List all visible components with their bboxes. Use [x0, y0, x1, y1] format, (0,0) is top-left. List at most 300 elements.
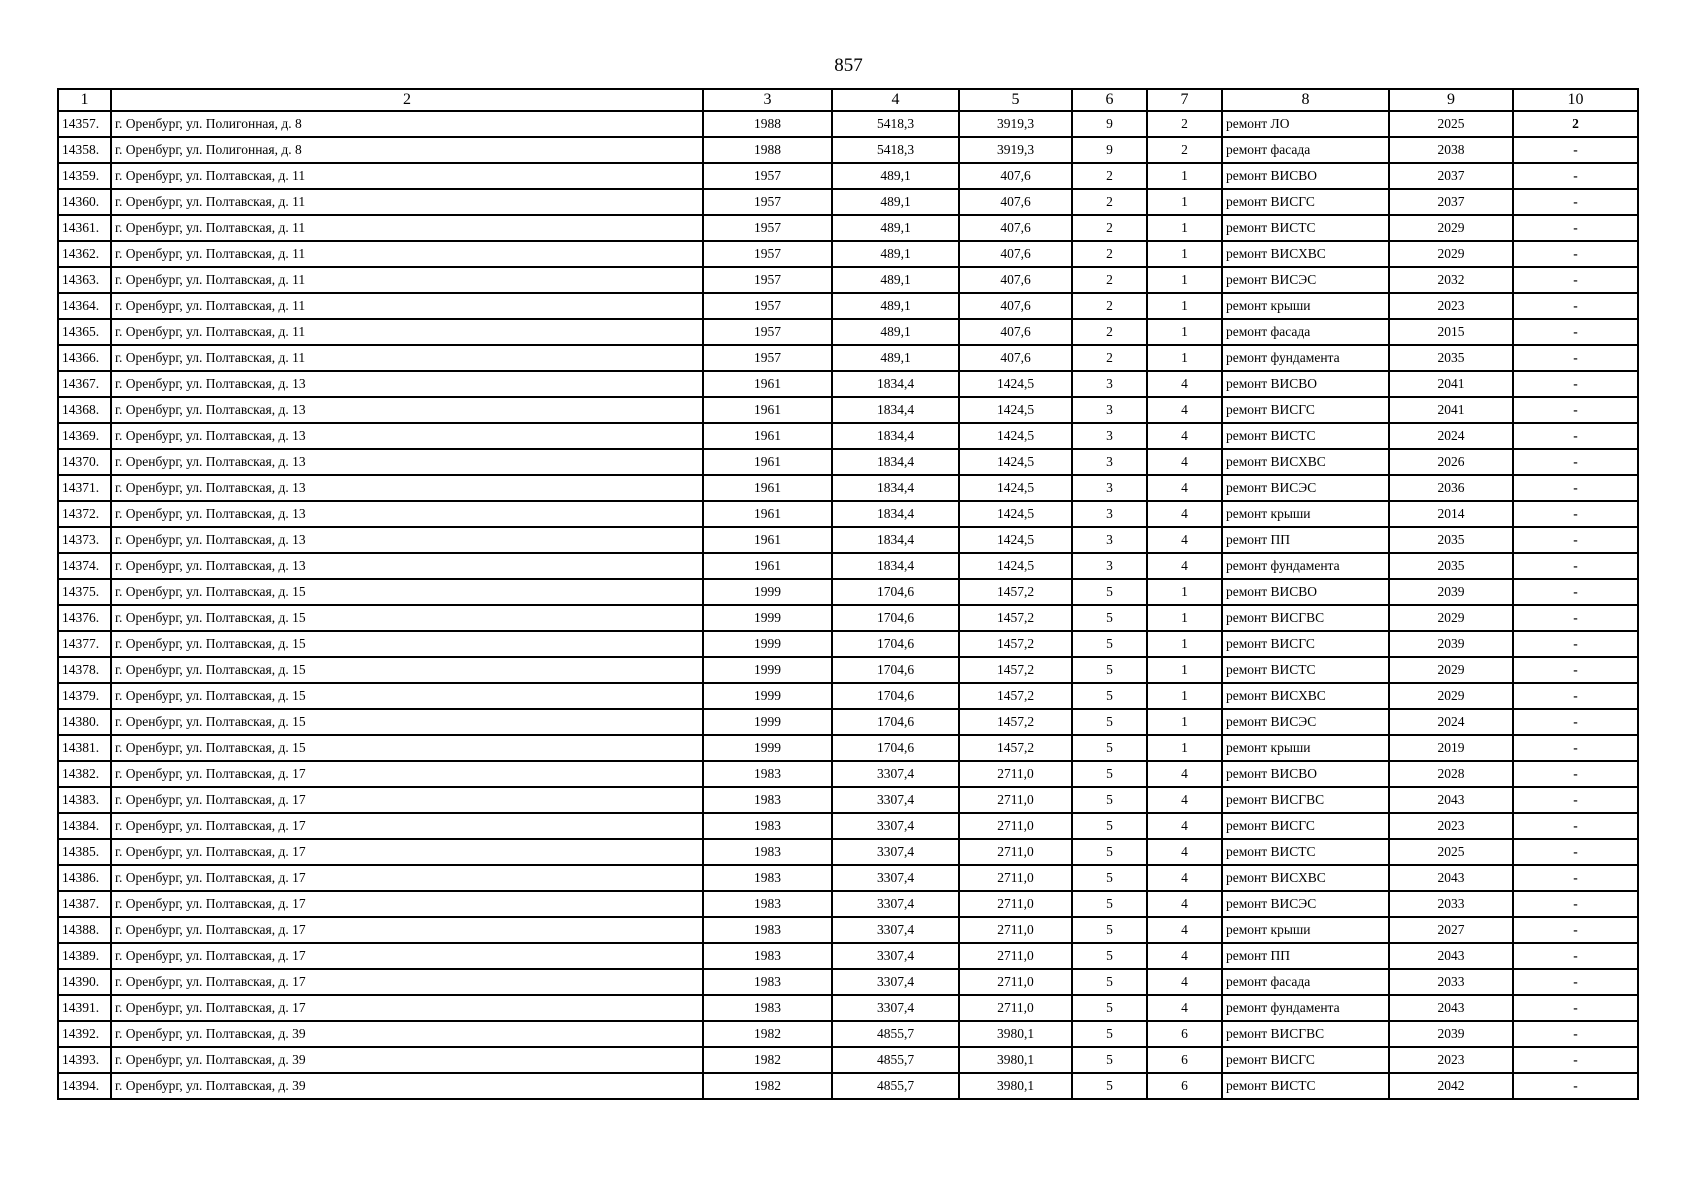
cell-work-type: ремонт ВИСТС: [1222, 657, 1389, 683]
cell-work-type: ремонт ВИСЭС: [1222, 475, 1389, 501]
cell-living-area: 407,6: [959, 345, 1072, 371]
table-row: [58, 683, 1638, 709]
cell-planned-year: 2027: [1389, 917, 1513, 943]
cell-work-type: ремонт ПП: [1222, 943, 1389, 969]
cell-entrances: 1: [1147, 163, 1222, 189]
cell-entrances: 6: [1147, 1047, 1222, 1073]
header-row: [58, 89, 1638, 111]
table-row: [58, 527, 1638, 553]
cell-row-number: 14389.: [58, 943, 111, 969]
cell-address: г. Оренбург, ул. Полтавская, д. 13: [111, 475, 703, 501]
cell-floors: 5: [1072, 1021, 1147, 1047]
cell-year-built: 1999: [703, 605, 832, 631]
cell-total-area: 5418,3: [832, 137, 959, 163]
cell-row-number: 14367.: [58, 371, 111, 397]
table-row: [58, 917, 1638, 943]
cell-year-built: 1983: [703, 943, 832, 969]
cell-planned-year: 2036: [1389, 475, 1513, 501]
cell-work-type: ремонт крыши: [1222, 917, 1389, 943]
cell-entrances: 1: [1147, 319, 1222, 345]
cell-entrances: 1: [1147, 735, 1222, 761]
cell-address: г. Оренбург, ул. Полтавская, д. 15: [111, 631, 703, 657]
cell-row-number: 14365.: [58, 319, 111, 345]
cell-floors: 2: [1072, 189, 1147, 215]
cell-planned-year: 2041: [1389, 371, 1513, 397]
cell-floors: 5: [1072, 579, 1147, 605]
cell-entrances: 4: [1147, 475, 1222, 501]
cell-planned-year: 2043: [1389, 865, 1513, 891]
cell-floors: 2: [1072, 293, 1147, 319]
cell-planned-year: 2029: [1389, 605, 1513, 631]
cell-total-area: 489,1: [832, 241, 959, 267]
cell-planned-year: 2035: [1389, 527, 1513, 553]
cell-floors: 3: [1072, 371, 1147, 397]
cell-floors: 3: [1072, 501, 1147, 527]
cell-address: г. Оренбург, ул. Полтавская, д. 11: [111, 189, 703, 215]
cell-living-area: 3919,3: [959, 137, 1072, 163]
cell-address: г. Оренбург, ул. Полигонная, д. 8: [111, 111, 703, 137]
cell-note: -: [1513, 735, 1638, 761]
cell-planned-year: 2024: [1389, 423, 1513, 449]
table-row: [58, 423, 1638, 449]
cell-address: г. Оренбург, ул. Полтавская, д. 13: [111, 371, 703, 397]
cell-total-area: 1704,6: [832, 683, 959, 709]
cell-living-area: 1457,2: [959, 631, 1072, 657]
cell-year-built: 1961: [703, 371, 832, 397]
cell-living-area: 2711,0: [959, 969, 1072, 995]
cell-planned-year: 2041: [1389, 397, 1513, 423]
cell-total-area: 3307,4: [832, 865, 959, 891]
cell-work-type: ремонт ВИСТС: [1222, 215, 1389, 241]
cell-planned-year: 2043: [1389, 943, 1513, 969]
cell-total-area: 1834,4: [832, 423, 959, 449]
table-row: [58, 345, 1638, 371]
cell-address: г. Оренбург, ул. Полтавская, д. 17: [111, 839, 703, 865]
table-header: [58, 89, 1638, 111]
cell-living-area: 1457,2: [959, 735, 1072, 761]
cell-work-type: ремонт фундамента: [1222, 995, 1389, 1021]
cell-entrances: 4: [1147, 865, 1222, 891]
cell-work-type: ремонт ВИСХВС: [1222, 683, 1389, 709]
cell-living-area: 2711,0: [959, 813, 1072, 839]
cell-entrances: 1: [1147, 683, 1222, 709]
cell-floors: 5: [1072, 917, 1147, 943]
cell-living-area: 407,6: [959, 241, 1072, 267]
cell-floors: 3: [1072, 553, 1147, 579]
cell-living-area: 1424,5: [959, 553, 1072, 579]
cell-living-area: 1457,2: [959, 605, 1072, 631]
cell-year-built: 1957: [703, 319, 832, 345]
cell-total-area: 3307,4: [832, 995, 959, 1021]
table-row: [58, 1073, 1638, 1099]
cell-living-area: 1424,5: [959, 371, 1072, 397]
cell-work-type: ремонт фасада: [1222, 319, 1389, 345]
cell-total-area: 489,1: [832, 215, 959, 241]
cell-planned-year: 2028: [1389, 761, 1513, 787]
cell-floors: 5: [1072, 735, 1147, 761]
cell-note: -: [1513, 891, 1638, 917]
cell-note: -: [1513, 215, 1638, 241]
cell-total-area: 1704,6: [832, 709, 959, 735]
cell-living-area: 1424,5: [959, 449, 1072, 475]
cell-floors: 2: [1072, 267, 1147, 293]
cell-note: -: [1513, 1047, 1638, 1073]
cell-entrances: 4: [1147, 943, 1222, 969]
table-row: [58, 891, 1638, 917]
cell-planned-year: 2039: [1389, 1021, 1513, 1047]
cell-living-area: 2711,0: [959, 917, 1072, 943]
cell-entrances: 4: [1147, 839, 1222, 865]
cell-note: -: [1513, 1021, 1638, 1047]
cell-year-built: 1983: [703, 839, 832, 865]
cell-living-area: 407,6: [959, 293, 1072, 319]
cell-floors: 5: [1072, 605, 1147, 631]
cell-note: -: [1513, 163, 1638, 189]
cell-work-type: ремонт ВИСГВС: [1222, 787, 1389, 813]
cell-work-type: ремонт фундамента: [1222, 553, 1389, 579]
cell-work-type: ремонт ВИСТС: [1222, 423, 1389, 449]
cell-row-number: 14390.: [58, 969, 111, 995]
cell-address: г. Оренбург, ул. Полтавская, д. 11: [111, 267, 703, 293]
cell-entrances: 1: [1147, 293, 1222, 319]
cell-living-area: 2711,0: [959, 995, 1072, 1021]
cell-entrances: 4: [1147, 527, 1222, 553]
cell-planned-year: 2023: [1389, 813, 1513, 839]
cell-floors: 3: [1072, 527, 1147, 553]
cell-work-type: ремонт фасада: [1222, 969, 1389, 995]
cell-planned-year: 2026: [1389, 449, 1513, 475]
cell-living-area: 407,6: [959, 163, 1072, 189]
cell-year-built: 1982: [703, 1073, 832, 1099]
cell-work-type: ремонт ВИСВО: [1222, 761, 1389, 787]
table-row: [58, 241, 1638, 267]
cell-row-number: 14392.: [58, 1021, 111, 1047]
cell-living-area: 2711,0: [959, 943, 1072, 969]
cell-floors: 5: [1072, 683, 1147, 709]
column-header: 1: [58, 89, 111, 111]
cell-note: -: [1513, 137, 1638, 163]
cell-floors: 5: [1072, 943, 1147, 969]
cell-row-number: 14380.: [58, 709, 111, 735]
cell-floors: 5: [1072, 761, 1147, 787]
cell-row-number: 14369.: [58, 423, 111, 449]
cell-total-area: 489,1: [832, 319, 959, 345]
cell-living-area: 3980,1: [959, 1047, 1072, 1073]
cell-total-area: 1834,4: [832, 449, 959, 475]
cell-total-area: 1704,6: [832, 579, 959, 605]
column-header: 6: [1072, 89, 1147, 111]
cell-note: -: [1513, 423, 1638, 449]
cell-living-area: 407,6: [959, 267, 1072, 293]
cell-entrances: 4: [1147, 449, 1222, 475]
cell-address: г. Оренбург, ул. Полтавская, д. 11: [111, 319, 703, 345]
cell-address: г. Оренбург, ул. Полтавская, д. 17: [111, 917, 703, 943]
cell-work-type: ремонт ВИСХВС: [1222, 865, 1389, 891]
cell-living-area: 407,6: [959, 215, 1072, 241]
cell-planned-year: 2025: [1389, 839, 1513, 865]
cell-entrances: 1: [1147, 631, 1222, 657]
cell-address: г. Оренбург, ул. Полтавская, д. 17: [111, 787, 703, 813]
cell-work-type: ремонт ЛО: [1222, 111, 1389, 137]
cell-work-type: ремонт крыши: [1222, 501, 1389, 527]
cell-floors: 2: [1072, 215, 1147, 241]
cell-address: г. Оренбург, ул. Полтавская, д. 15: [111, 579, 703, 605]
cell-work-type: ремонт ВИСХВС: [1222, 449, 1389, 475]
cell-total-area: 489,1: [832, 267, 959, 293]
cell-floors: 5: [1072, 969, 1147, 995]
cell-note: -: [1513, 969, 1638, 995]
cell-entrances: 4: [1147, 761, 1222, 787]
cell-entrances: 1: [1147, 579, 1222, 605]
cell-address: г. Оренбург, ул. Полтавская, д. 17: [111, 995, 703, 1021]
cell-planned-year: 2032: [1389, 267, 1513, 293]
cell-floors: 5: [1072, 631, 1147, 657]
table-row: [58, 319, 1638, 345]
cell-year-built: 1999: [703, 657, 832, 683]
table-body: [58, 111, 1638, 1099]
cell-planned-year: 2014: [1389, 501, 1513, 527]
cell-planned-year: 2042: [1389, 1073, 1513, 1099]
cell-living-area: 1457,2: [959, 579, 1072, 605]
cell-entrances: 1: [1147, 189, 1222, 215]
cell-year-built: 1982: [703, 1021, 832, 1047]
cell-year-built: 1983: [703, 917, 832, 943]
cell-total-area: 1834,4: [832, 527, 959, 553]
column-header: 9: [1389, 89, 1513, 111]
cell-address: г. Оренбург, ул. Полигонная, д. 8: [111, 137, 703, 163]
cell-year-built: 1999: [703, 579, 832, 605]
cell-work-type: ремонт фасада: [1222, 137, 1389, 163]
cell-total-area: 489,1: [832, 189, 959, 215]
table-row: [58, 761, 1638, 787]
cell-work-type: ремонт фундамента: [1222, 345, 1389, 371]
table-row: [58, 839, 1638, 865]
cell-living-area: 1424,5: [959, 501, 1072, 527]
cell-row-number: 14394.: [58, 1073, 111, 1099]
cell-entrances: 1: [1147, 215, 1222, 241]
cell-row-number: 14364.: [58, 293, 111, 319]
cell-planned-year: 2043: [1389, 787, 1513, 813]
cell-row-number: 14385.: [58, 839, 111, 865]
cell-row-number: 14359.: [58, 163, 111, 189]
cell-entrances: 6: [1147, 1073, 1222, 1099]
cell-work-type: ремонт ВИСХВС: [1222, 241, 1389, 267]
cell-year-built: 1983: [703, 787, 832, 813]
cell-year-built: 1983: [703, 813, 832, 839]
cell-row-number: 14360.: [58, 189, 111, 215]
cell-planned-year: 2029: [1389, 657, 1513, 683]
cell-entrances: 2: [1147, 137, 1222, 163]
table-row: [58, 215, 1638, 241]
cell-entrances: 1: [1147, 345, 1222, 371]
cell-row-number: 14361.: [58, 215, 111, 241]
cell-note: -: [1513, 345, 1638, 371]
cell-entrances: 4: [1147, 397, 1222, 423]
cell-row-number: 14382.: [58, 761, 111, 787]
cell-total-area: 3307,4: [832, 813, 959, 839]
cell-living-area: 3980,1: [959, 1073, 1072, 1099]
cell-row-number: 14368.: [58, 397, 111, 423]
table-row: [58, 605, 1638, 631]
cell-row-number: 14383.: [58, 787, 111, 813]
cell-note: -: [1513, 605, 1638, 631]
cell-note: -: [1513, 943, 1638, 969]
cell-row-number: 14357.: [58, 111, 111, 137]
cell-floors: 2: [1072, 345, 1147, 371]
cell-living-area: 2711,0: [959, 891, 1072, 917]
cell-year-built: 1957: [703, 163, 832, 189]
cell-note: -: [1513, 553, 1638, 579]
cell-planned-year: 2038: [1389, 137, 1513, 163]
cell-year-built: 1957: [703, 267, 832, 293]
cell-note: -: [1513, 1073, 1638, 1099]
cell-planned-year: 2039: [1389, 579, 1513, 605]
cell-work-type: ремонт ПП: [1222, 527, 1389, 553]
cell-row-number: 14370.: [58, 449, 111, 475]
cell-year-built: 1983: [703, 865, 832, 891]
cell-floors: 5: [1072, 657, 1147, 683]
cell-planned-year: 2023: [1389, 1047, 1513, 1073]
cell-living-area: 2711,0: [959, 839, 1072, 865]
cell-total-area: 1834,4: [832, 501, 959, 527]
column-header: 7: [1147, 89, 1222, 111]
cell-note: -: [1513, 371, 1638, 397]
cell-row-number: 14374.: [58, 553, 111, 579]
cell-address: г. Оренбург, ул. Полтавская, д. 39: [111, 1073, 703, 1099]
cell-floors: 5: [1072, 1047, 1147, 1073]
cell-note: -: [1513, 501, 1638, 527]
cell-total-area: 1704,6: [832, 605, 959, 631]
cell-address: г. Оренбург, ул. Полтавская, д. 15: [111, 735, 703, 761]
cell-address: г. Оренбург, ул. Полтавская, д. 11: [111, 215, 703, 241]
cell-row-number: 14378.: [58, 657, 111, 683]
cell-year-built: 1988: [703, 111, 832, 137]
cell-year-built: 1988: [703, 137, 832, 163]
cell-living-area: 407,6: [959, 189, 1072, 215]
cell-living-area: 1424,5: [959, 527, 1072, 553]
cell-planned-year: 2024: [1389, 709, 1513, 735]
cell-planned-year: 2029: [1389, 241, 1513, 267]
table-row: [58, 709, 1638, 735]
cell-entrances: 4: [1147, 917, 1222, 943]
cell-planned-year: 2025: [1389, 111, 1513, 137]
cell-year-built: 1999: [703, 631, 832, 657]
cell-total-area: 489,1: [832, 345, 959, 371]
cell-total-area: 3307,4: [832, 839, 959, 865]
cell-row-number: 14372.: [58, 501, 111, 527]
cell-row-number: 14393.: [58, 1047, 111, 1073]
table-row: [58, 501, 1638, 527]
cell-row-number: 14362.: [58, 241, 111, 267]
cell-year-built: 1983: [703, 891, 832, 917]
cell-planned-year: 2039: [1389, 631, 1513, 657]
cell-entrances: 1: [1147, 267, 1222, 293]
cell-total-area: 3307,4: [832, 891, 959, 917]
cell-living-area: 3980,1: [959, 1021, 1072, 1047]
cell-planned-year: 2037: [1389, 189, 1513, 215]
cell-floors: 2: [1072, 241, 1147, 267]
cell-work-type: ремонт ВИСГС: [1222, 397, 1389, 423]
cell-address: г. Оренбург, ул. Полтавская, д. 15: [111, 657, 703, 683]
cell-living-area: 1457,2: [959, 709, 1072, 735]
cell-work-type: ремонт ВИСЭС: [1222, 891, 1389, 917]
cell-year-built: 1961: [703, 527, 832, 553]
cell-address: г. Оренбург, ул. Полтавская, д. 39: [111, 1021, 703, 1047]
cell-row-number: 14373.: [58, 527, 111, 553]
table-row: [58, 553, 1638, 579]
cell-total-area: 489,1: [832, 163, 959, 189]
cell-entrances: 6: [1147, 1021, 1222, 1047]
cell-entrances: 4: [1147, 787, 1222, 813]
cell-year-built: 1983: [703, 995, 832, 1021]
cell-floors: 5: [1072, 1073, 1147, 1099]
cell-entrances: 4: [1147, 995, 1222, 1021]
table-row: [58, 293, 1638, 319]
data-table: [57, 88, 1639, 1100]
column-header: 10: [1513, 89, 1638, 111]
cell-work-type: ремонт ВИСТС: [1222, 839, 1389, 865]
column-header: 5: [959, 89, 1072, 111]
table-row: [58, 397, 1638, 423]
cell-living-area: 2711,0: [959, 787, 1072, 813]
table-row: [58, 787, 1638, 813]
cell-living-area: 1424,5: [959, 475, 1072, 501]
cell-year-built: 1957: [703, 345, 832, 371]
table-row: [58, 371, 1638, 397]
cell-year-built: 1961: [703, 397, 832, 423]
cell-year-built: 1961: [703, 423, 832, 449]
cell-total-area: 489,1: [832, 293, 959, 319]
cell-note: -: [1513, 449, 1638, 475]
cell-address: г. Оренбург, ул. Полтавская, д. 13: [111, 397, 703, 423]
cell-total-area: 1834,4: [832, 397, 959, 423]
cell-year-built: 1957: [703, 215, 832, 241]
cell-address: г. Оренбург, ул. Полтавская, д. 15: [111, 709, 703, 735]
cell-row-number: 14386.: [58, 865, 111, 891]
cell-living-area: 2711,0: [959, 865, 1072, 891]
cell-total-area: 3307,4: [832, 969, 959, 995]
cell-planned-year: 2035: [1389, 345, 1513, 371]
table-row: [58, 475, 1638, 501]
column-header: 8: [1222, 89, 1389, 111]
cell-year-built: 1961: [703, 449, 832, 475]
cell-living-area: 407,6: [959, 319, 1072, 345]
table-row: [58, 657, 1638, 683]
table-row: [58, 111, 1638, 137]
cell-entrances: 1: [1147, 241, 1222, 267]
cell-entrances: 4: [1147, 969, 1222, 995]
table-row: [58, 995, 1638, 1021]
cell-row-number: 14363.: [58, 267, 111, 293]
cell-floors: 9: [1072, 111, 1147, 137]
cell-address: г. Оренбург, ул. Полтавская, д. 17: [111, 761, 703, 787]
cell-total-area: 3307,4: [832, 943, 959, 969]
cell-note: -: [1513, 657, 1638, 683]
cell-note: -: [1513, 241, 1638, 267]
cell-address: г. Оренбург, ул. Полтавская, д. 15: [111, 683, 703, 709]
cell-work-type: ремонт ВИСГС: [1222, 813, 1389, 839]
cell-floors: 5: [1072, 891, 1147, 917]
cell-address: г. Оренбург, ул. Полтавская, д. 17: [111, 891, 703, 917]
cell-total-area: 1704,6: [832, 631, 959, 657]
cell-planned-year: 2015: [1389, 319, 1513, 345]
cell-entrances: 4: [1147, 553, 1222, 579]
table-row: [58, 579, 1638, 605]
cell-year-built: 1961: [703, 475, 832, 501]
cell-planned-year: 2033: [1389, 969, 1513, 995]
cell-address: г. Оренбург, ул. Полтавская, д. 13: [111, 501, 703, 527]
cell-floors: 3: [1072, 423, 1147, 449]
